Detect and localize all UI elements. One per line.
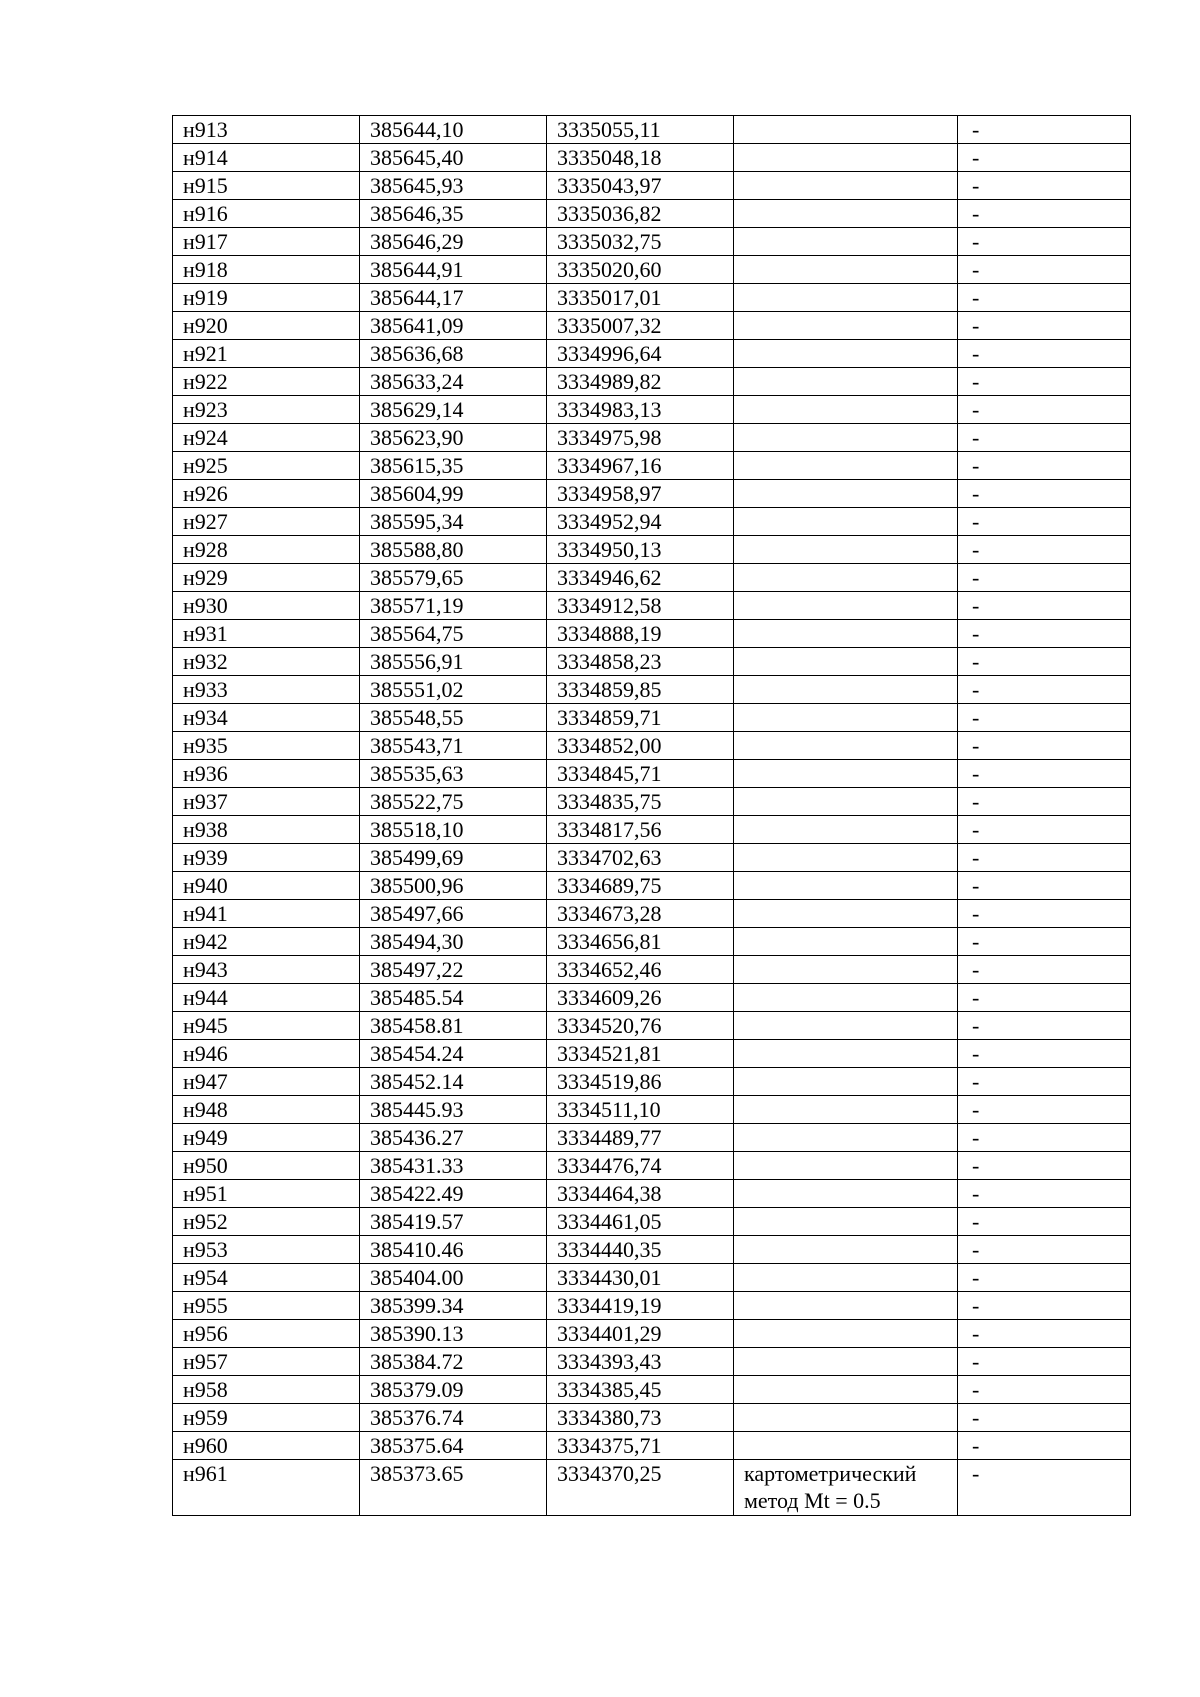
x-coordinate-cell: 385633,24 <box>360 368 547 396</box>
table-row <box>173 144 1131 172</box>
y-coordinate-cell: 3334519,86 <box>547 1068 734 1096</box>
point-id-cell: н960 <box>173 1432 360 1460</box>
table-row <box>173 592 1131 620</box>
coordinates-table <box>172 115 1131 1516</box>
point-id-cell: н945 <box>173 1012 360 1040</box>
point-id-cell: н934 <box>173 704 360 732</box>
note-cell: - <box>958 200 1131 228</box>
x-coordinate-cell: 385644,10 <box>360 116 547 144</box>
table-row <box>173 1180 1131 1208</box>
x-coordinate-cell: 385564,75 <box>360 620 547 648</box>
method-cell <box>734 732 958 760</box>
table-row <box>173 340 1131 368</box>
point-id-cell: н916 <box>173 200 360 228</box>
point-id-cell: н922 <box>173 368 360 396</box>
x-coordinate-cell: 385436.27 <box>360 1124 547 1152</box>
point-id-cell: н927 <box>173 508 360 536</box>
point-id-cell: н961 <box>173 1460 360 1516</box>
note-cell: - <box>958 1376 1131 1404</box>
note-cell: - <box>958 816 1131 844</box>
method-cell <box>734 312 958 340</box>
table-row <box>173 1152 1131 1180</box>
note-cell: - <box>958 956 1131 984</box>
y-coordinate-cell: 3334983,13 <box>547 396 734 424</box>
table-row <box>173 1376 1131 1404</box>
note-cell: - <box>958 704 1131 732</box>
table-row <box>173 816 1131 844</box>
y-coordinate-cell: 3334859,71 <box>547 704 734 732</box>
table-row <box>173 788 1131 816</box>
point-id-cell: н937 <box>173 788 360 816</box>
table-row <box>173 396 1131 424</box>
note-cell: - <box>958 340 1131 368</box>
x-coordinate-cell: 385579,65 <box>360 564 547 592</box>
point-id-cell: н952 <box>173 1208 360 1236</box>
point-id-cell: н941 <box>173 900 360 928</box>
table-row <box>173 704 1131 732</box>
table-row <box>173 1460 1131 1516</box>
table-row <box>173 1096 1131 1124</box>
point-id-cell: н946 <box>173 1040 360 1068</box>
method-cell <box>734 284 958 312</box>
x-coordinate-cell: 385629,14 <box>360 396 547 424</box>
point-id-cell: н951 <box>173 1180 360 1208</box>
method-cell <box>734 172 958 200</box>
method-cell <box>734 396 958 424</box>
x-coordinate-cell: 385422.49 <box>360 1180 547 1208</box>
method-cell <box>734 676 958 704</box>
table-row <box>173 648 1131 676</box>
x-coordinate-cell: 385646,35 <box>360 200 547 228</box>
note-cell: - <box>958 144 1131 172</box>
point-id-cell: н919 <box>173 284 360 312</box>
point-id-cell: н930 <box>173 592 360 620</box>
x-coordinate-cell: 385645,40 <box>360 144 547 172</box>
y-coordinate-cell: 3334401,29 <box>547 1320 734 1348</box>
point-id-cell: н918 <box>173 256 360 284</box>
point-id-cell: н938 <box>173 816 360 844</box>
y-coordinate-cell: 3334609,26 <box>547 984 734 1012</box>
x-coordinate-cell: 385548,55 <box>360 704 547 732</box>
method-cell <box>734 1068 958 1096</box>
y-coordinate-cell: 3334702,63 <box>547 844 734 872</box>
note-cell: - <box>958 928 1131 956</box>
method-cell <box>734 1320 958 1348</box>
point-id-cell: н925 <box>173 452 360 480</box>
x-coordinate-cell: 385454.24 <box>360 1040 547 1068</box>
note-cell: - <box>958 760 1131 788</box>
x-coordinate-cell: 385615,35 <box>360 452 547 480</box>
table-row <box>173 1264 1131 1292</box>
method-cell <box>734 704 958 732</box>
method-cell <box>734 1348 958 1376</box>
y-coordinate-cell: 3334946,62 <box>547 564 734 592</box>
table-row <box>173 256 1131 284</box>
note-cell: - <box>958 1040 1131 1068</box>
point-id-cell: н944 <box>173 984 360 1012</box>
table-row <box>173 928 1131 956</box>
method-cell <box>734 536 958 564</box>
x-coordinate-cell: 385410.46 <box>360 1236 547 1264</box>
x-coordinate-cell: 385623,90 <box>360 424 547 452</box>
table-row <box>173 1236 1131 1264</box>
point-id-cell: н949 <box>173 1124 360 1152</box>
note-cell: - <box>958 620 1131 648</box>
table-row <box>173 228 1131 256</box>
method-cell <box>734 1376 958 1404</box>
table-row <box>173 956 1131 984</box>
method-cell <box>734 452 958 480</box>
method-cell <box>734 928 958 956</box>
method-cell <box>734 340 958 368</box>
y-coordinate-cell: 3335048,18 <box>547 144 734 172</box>
y-coordinate-cell: 3334521,81 <box>547 1040 734 1068</box>
note-cell: - <box>958 228 1131 256</box>
y-coordinate-cell: 3334380,73 <box>547 1404 734 1432</box>
method-cell <box>734 1096 958 1124</box>
y-coordinate-cell: 3334476,74 <box>547 1152 734 1180</box>
y-coordinate-cell: 3335055,11 <box>547 116 734 144</box>
x-coordinate-cell: 385604,99 <box>360 480 547 508</box>
table-row <box>173 284 1131 312</box>
point-id-cell: н939 <box>173 844 360 872</box>
method-cell <box>734 564 958 592</box>
method-cell <box>734 228 958 256</box>
y-coordinate-cell: 3334656,81 <box>547 928 734 956</box>
table-row <box>173 844 1131 872</box>
y-coordinate-cell: 3334393,43 <box>547 1348 734 1376</box>
table-row <box>173 1068 1131 1096</box>
note-cell: - <box>958 1124 1131 1152</box>
y-coordinate-cell: 3334520,76 <box>547 1012 734 1040</box>
note-cell: - <box>958 732 1131 760</box>
x-coordinate-cell: 385645,93 <box>360 172 547 200</box>
table-row <box>173 368 1131 396</box>
x-coordinate-cell: 385646,29 <box>360 228 547 256</box>
x-coordinate-cell: 385376.74 <box>360 1404 547 1432</box>
method-cell <box>734 900 958 928</box>
table-row <box>173 536 1131 564</box>
y-coordinate-cell: 3334958,97 <box>547 480 734 508</box>
table-row <box>173 872 1131 900</box>
method-cell <box>734 1264 958 1292</box>
point-id-cell: н932 <box>173 648 360 676</box>
point-id-cell: н931 <box>173 620 360 648</box>
y-coordinate-cell: 3334859,85 <box>547 676 734 704</box>
method-cell <box>734 1292 958 1320</box>
point-id-cell: н914 <box>173 144 360 172</box>
note-cell: - <box>958 368 1131 396</box>
table-row <box>173 1208 1131 1236</box>
point-id-cell: н917 <box>173 228 360 256</box>
x-coordinate-cell: 385419.57 <box>360 1208 547 1236</box>
note-cell: - <box>958 648 1131 676</box>
x-coordinate-cell: 385399.34 <box>360 1292 547 1320</box>
x-coordinate-cell: 385543,71 <box>360 732 547 760</box>
y-coordinate-cell: 3334375,71 <box>547 1432 734 1460</box>
x-coordinate-cell: 385644,91 <box>360 256 547 284</box>
point-id-cell: н920 <box>173 312 360 340</box>
table-row <box>173 620 1131 648</box>
note-cell: - <box>958 900 1131 928</box>
y-coordinate-cell: 3334912,58 <box>547 592 734 620</box>
method-cell <box>734 116 958 144</box>
y-coordinate-cell: 3334419,19 <box>547 1292 734 1320</box>
method-cell <box>734 508 958 536</box>
table-row <box>173 1432 1131 1460</box>
y-coordinate-cell: 3334370,25 <box>547 1460 734 1516</box>
method-cell <box>734 144 958 172</box>
x-coordinate-cell: 385556,91 <box>360 648 547 676</box>
coordinates-table-body <box>173 116 1131 1516</box>
table-row <box>173 172 1131 200</box>
note-cell: - <box>958 1264 1131 1292</box>
note-cell: - <box>958 788 1131 816</box>
table-row <box>173 760 1131 788</box>
y-coordinate-cell: 3334673,28 <box>547 900 734 928</box>
x-coordinate-cell: 385375.64 <box>360 1432 547 1460</box>
note-cell: - <box>958 844 1131 872</box>
x-coordinate-cell: 385636,68 <box>360 340 547 368</box>
point-id-cell: н950 <box>173 1152 360 1180</box>
y-coordinate-cell: 3334852,00 <box>547 732 734 760</box>
point-id-cell: н940 <box>173 872 360 900</box>
table-row <box>173 200 1131 228</box>
x-coordinate-cell: 385390.13 <box>360 1320 547 1348</box>
x-coordinate-cell: 385485.54 <box>360 984 547 1012</box>
note-cell: - <box>958 1068 1131 1096</box>
y-coordinate-cell: 3334835,75 <box>547 788 734 816</box>
y-coordinate-cell: 3335036,82 <box>547 200 734 228</box>
point-id-cell: н943 <box>173 956 360 984</box>
x-coordinate-cell: 385641,09 <box>360 312 547 340</box>
note-cell: - <box>958 312 1131 340</box>
point-id-cell: н933 <box>173 676 360 704</box>
y-coordinate-cell: 3334652,46 <box>547 956 734 984</box>
note-cell: - <box>958 1208 1131 1236</box>
y-coordinate-cell: 3334461,05 <box>547 1208 734 1236</box>
table-row <box>173 116 1131 144</box>
point-id-cell: н953 <box>173 1236 360 1264</box>
table-row <box>173 1124 1131 1152</box>
x-coordinate-cell: 385404.00 <box>360 1264 547 1292</box>
method-cell <box>734 648 958 676</box>
x-coordinate-cell: 385551,02 <box>360 676 547 704</box>
y-coordinate-cell: 3334440,35 <box>547 1236 734 1264</box>
note-cell: - <box>958 396 1131 424</box>
point-id-cell: н948 <box>173 1096 360 1124</box>
point-id-cell: н956 <box>173 1320 360 1348</box>
note-cell: - <box>958 1152 1131 1180</box>
note-cell: - <box>958 480 1131 508</box>
y-coordinate-cell: 3334817,56 <box>547 816 734 844</box>
y-coordinate-cell: 3334989,82 <box>547 368 734 396</box>
point-id-cell: н924 <box>173 424 360 452</box>
method-cell <box>734 1432 958 1460</box>
note-cell: - <box>958 536 1131 564</box>
table-row <box>173 732 1131 760</box>
table-row <box>173 676 1131 704</box>
note-cell: - <box>958 256 1131 284</box>
x-coordinate-cell: 385588,80 <box>360 536 547 564</box>
note-cell: - <box>958 1432 1131 1460</box>
table-row <box>173 452 1131 480</box>
method-cell <box>734 200 958 228</box>
note-cell: - <box>958 508 1131 536</box>
point-id-cell: н955 <box>173 1292 360 1320</box>
y-coordinate-cell: 3334952,94 <box>547 508 734 536</box>
y-coordinate-cell: 3334975,98 <box>547 424 734 452</box>
note-cell: - <box>958 564 1131 592</box>
table-row <box>173 564 1131 592</box>
x-coordinate-cell: 385595,34 <box>360 508 547 536</box>
method-cell <box>734 592 958 620</box>
note-cell: - <box>958 424 1131 452</box>
x-coordinate-cell: 385518,10 <box>360 816 547 844</box>
x-coordinate-cell: 385644,17 <box>360 284 547 312</box>
x-coordinate-cell: 385499,69 <box>360 844 547 872</box>
method-cell <box>734 1208 958 1236</box>
y-coordinate-cell: 3334950,13 <box>547 536 734 564</box>
note-cell: - <box>958 1404 1131 1432</box>
x-coordinate-cell: 385571,19 <box>360 592 547 620</box>
note-cell: - <box>958 984 1131 1012</box>
point-id-cell: н957 <box>173 1348 360 1376</box>
x-coordinate-cell: 385445.93 <box>360 1096 547 1124</box>
note-cell: - <box>958 592 1131 620</box>
x-coordinate-cell: 385522,75 <box>360 788 547 816</box>
y-coordinate-cell: 3334385,45 <box>547 1376 734 1404</box>
x-coordinate-cell: 385431.33 <box>360 1152 547 1180</box>
y-coordinate-cell: 3334996,64 <box>547 340 734 368</box>
method-cell <box>734 620 958 648</box>
y-coordinate-cell: 3334511,10 <box>547 1096 734 1124</box>
point-id-cell: н958 <box>173 1376 360 1404</box>
x-coordinate-cell: 385373.65 <box>360 1460 547 1516</box>
method-cell <box>734 1012 958 1040</box>
note-cell: - <box>958 452 1131 480</box>
y-coordinate-cell: 3334967,16 <box>547 452 734 480</box>
point-id-cell: н915 <box>173 172 360 200</box>
x-coordinate-cell: 385535,63 <box>360 760 547 788</box>
table-row <box>173 900 1131 928</box>
y-coordinate-cell: 3334858,23 <box>547 648 734 676</box>
table-row <box>173 1012 1131 1040</box>
x-coordinate-cell: 385458.81 <box>360 1012 547 1040</box>
method-cell <box>734 788 958 816</box>
point-id-cell: н929 <box>173 564 360 592</box>
table-row <box>173 1320 1131 1348</box>
point-id-cell: н921 <box>173 340 360 368</box>
point-id-cell: н923 <box>173 396 360 424</box>
note-cell: - <box>958 1096 1131 1124</box>
y-coordinate-cell: 3334430,01 <box>547 1264 734 1292</box>
y-coordinate-cell: 3335032,75 <box>547 228 734 256</box>
note-cell: - <box>958 116 1131 144</box>
x-coordinate-cell: 385379.09 <box>360 1376 547 1404</box>
x-coordinate-cell: 385497,66 <box>360 900 547 928</box>
note-cell: - <box>958 1292 1131 1320</box>
y-coordinate-cell: 3335043,97 <box>547 172 734 200</box>
point-id-cell: н928 <box>173 536 360 564</box>
method-cell <box>734 480 958 508</box>
method-cell <box>734 1124 958 1152</box>
table-row <box>173 312 1131 340</box>
note-cell: - <box>958 1348 1131 1376</box>
point-id-cell: н947 <box>173 1068 360 1096</box>
x-coordinate-cell: 385497,22 <box>360 956 547 984</box>
y-coordinate-cell: 3335017,01 <box>547 284 734 312</box>
note-cell: - <box>958 676 1131 704</box>
method-cell <box>734 760 958 788</box>
method-cell <box>734 844 958 872</box>
method-cell <box>734 1404 958 1432</box>
note-cell: - <box>958 172 1131 200</box>
note-cell: - <box>958 1012 1131 1040</box>
y-coordinate-cell: 3334845,71 <box>547 760 734 788</box>
method-cell <box>734 1040 958 1068</box>
point-id-cell: н942 <box>173 928 360 956</box>
note-cell: - <box>958 284 1131 312</box>
table-row <box>173 424 1131 452</box>
table-row <box>173 1040 1131 1068</box>
y-coordinate-cell: 3334888,19 <box>547 620 734 648</box>
method-cell: картометрический метод Mt = 0.5 <box>734 1460 958 1516</box>
x-coordinate-cell: 385384.72 <box>360 1348 547 1376</box>
method-cell <box>734 256 958 284</box>
method-cell <box>734 424 958 452</box>
x-coordinate-cell: 385494,30 <box>360 928 547 956</box>
method-cell <box>734 1180 958 1208</box>
method-cell <box>734 816 958 844</box>
table-row <box>173 508 1131 536</box>
method-cell <box>734 872 958 900</box>
point-id-cell: н954 <box>173 1264 360 1292</box>
note-cell: - <box>958 1180 1131 1208</box>
method-cell <box>734 1152 958 1180</box>
point-id-cell: н935 <box>173 732 360 760</box>
point-id-cell: н926 <box>173 480 360 508</box>
method-cell <box>734 984 958 1012</box>
table-row <box>173 1348 1131 1376</box>
note-cell: - <box>958 872 1131 900</box>
method-cell <box>734 1236 958 1264</box>
y-coordinate-cell: 3334689,75 <box>547 872 734 900</box>
y-coordinate-cell: 3334489,77 <box>547 1124 734 1152</box>
table-row <box>173 984 1131 1012</box>
note-cell: - <box>958 1460 1131 1516</box>
note-cell: - <box>958 1320 1131 1348</box>
table-row <box>173 480 1131 508</box>
x-coordinate-cell: 385500,96 <box>360 872 547 900</box>
point-id-cell: н959 <box>173 1404 360 1432</box>
method-cell <box>734 368 958 396</box>
x-coordinate-cell: 385452.14 <box>360 1068 547 1096</box>
method-cell <box>734 956 958 984</box>
note-cell: - <box>958 1236 1131 1264</box>
point-id-cell: н936 <box>173 760 360 788</box>
y-coordinate-cell: 3334464,38 <box>547 1180 734 1208</box>
y-coordinate-cell: 3335020,60 <box>547 256 734 284</box>
table-row <box>173 1404 1131 1432</box>
table-row <box>173 1292 1131 1320</box>
point-id-cell: н913 <box>173 116 360 144</box>
y-coordinate-cell: 3335007,32 <box>547 312 734 340</box>
